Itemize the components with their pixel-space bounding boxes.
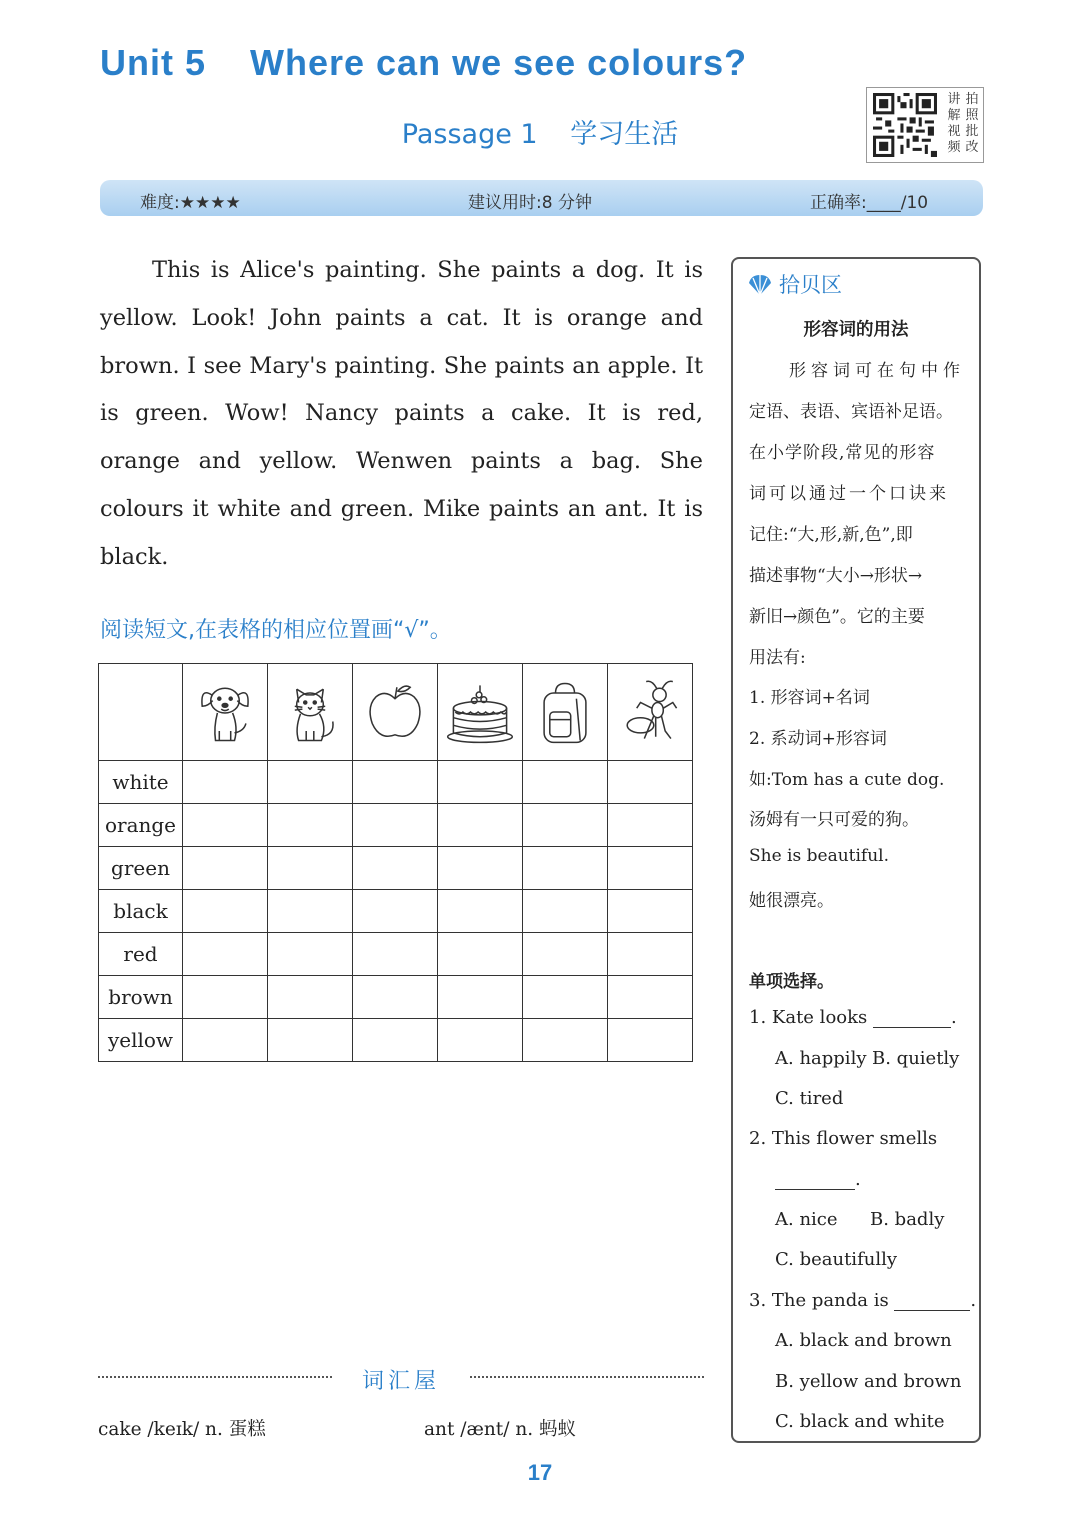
answer-cell[interactable] (183, 804, 268, 847)
answer-cell[interactable] (353, 847, 438, 890)
answer-cell[interactable] (438, 847, 523, 890)
answer-cell[interactable] (608, 761, 693, 804)
question-3: 3. The panda is . (749, 1290, 977, 1311)
qr-char: 改 (965, 140, 979, 155)
vocab-word-cake: cake /keɪk/ n. 蛋糕 (98, 1419, 266, 1440)
ant-picture-cell (608, 664, 693, 761)
vocab-word-ant: ant /ænt/ n. 蚂蚁 (424, 1419, 577, 1440)
note-line: 新旧→颜色”。它的主要 (749, 607, 925, 627)
answer-cell[interactable] (438, 804, 523, 847)
color-label: red (99, 933, 183, 976)
answer-cell[interactable] (608, 976, 693, 1019)
answer-cell[interactable] (353, 761, 438, 804)
sidebar-panel (731, 257, 981, 1443)
suggested-time: 建议用时:8 分钟 (468, 193, 592, 213)
answer-cell[interactable] (353, 804, 438, 847)
answer-cell[interactable] (523, 847, 608, 890)
answer-cell[interactable] (183, 847, 268, 890)
note-line: 形容词可在句中作 (789, 361, 965, 381)
answer-cell[interactable] (183, 1019, 268, 1062)
qr-char: 频 (947, 140, 961, 155)
sidebar-title: 形容词的用法 (803, 320, 909, 340)
divider (98, 1376, 332, 1378)
color-label: green (99, 847, 183, 890)
answer-cell[interactable] (268, 847, 353, 890)
example-sentence: 如:Tom has a cute dog. (749, 770, 945, 790)
answer-cell[interactable] (438, 761, 523, 804)
vocab-heading (98, 1364, 704, 1396)
sidebar-header-text: 拾贝区 (779, 273, 842, 297)
note-line: 1. 形容词+名词 (749, 688, 870, 708)
difficulty-rating: 难度:★★★★ (140, 193, 241, 213)
note-line: 词可以通过一个口诀来 (749, 484, 949, 504)
answer-cell[interactable] (608, 933, 693, 976)
question-1: 1. Kate looks . (749, 1007, 957, 1028)
note-line: 2. 系动词+形容词 (749, 729, 887, 749)
qr-char: 视 (947, 124, 961, 139)
q1-option-c[interactable]: C. tired (775, 1088, 844, 1109)
answer-cell[interactable] (183, 761, 268, 804)
ant-icon (612, 674, 688, 750)
qr-char: 批 (965, 124, 979, 139)
answer-cell[interactable] (268, 933, 353, 976)
qr-code-box[interactable] (866, 87, 984, 163)
picture-row (99, 664, 693, 761)
qr-char: 照 (965, 108, 979, 123)
answer-cell[interactable] (523, 933, 608, 976)
q3-option-c[interactable]: C. black and white (775, 1411, 945, 1432)
question-stem: 3. The panda is (749, 1290, 889, 1311)
table-row (99, 1019, 693, 1062)
answer-cell[interactable] (353, 1019, 438, 1062)
page-number: 17 (527, 1460, 553, 1485)
answer-cell[interactable] (268, 890, 353, 933)
note-line: 描述事物“大小→形状→ (749, 566, 923, 586)
corner-cell (99, 664, 183, 761)
info-bar (100, 180, 983, 216)
exercise-title: 单项选择。 (749, 972, 834, 992)
answer-cell[interactable] (523, 1019, 608, 1062)
q1-option-a[interactable]: A. happily (775, 1048, 867, 1069)
qr-char: 拍 (965, 92, 979, 107)
q3-option-b[interactable]: B. yellow and brown (775, 1371, 962, 1392)
answer-cell[interactable] (608, 1019, 693, 1062)
answer-cell[interactable] (268, 976, 353, 1019)
q3-option-a[interactable]: A. black and brown (775, 1330, 952, 1351)
answer-cell[interactable] (523, 761, 608, 804)
q1-option-b[interactable]: B. quietly (872, 1048, 960, 1069)
answer-table (98, 663, 693, 1062)
bag-picture-cell (523, 664, 608, 761)
answer-cell[interactable] (608, 890, 693, 933)
table-row (99, 804, 693, 847)
color-label: white (99, 761, 183, 804)
color-label: yellow (99, 1019, 183, 1062)
answer-cell[interactable] (353, 890, 438, 933)
qr-code-icon[interactable] (872, 93, 938, 157)
note-line: 记住:“大,形,新,色”,即 (749, 525, 913, 545)
cake-picture-cell (438, 664, 523, 761)
vocab-title: 词汇屋 (361, 1369, 440, 1394)
passage-topic: 学习生活 (570, 119, 679, 150)
answer-cell[interactable] (183, 890, 268, 933)
qr-char: 讲 (947, 92, 961, 107)
note-line: 用法有: (749, 648, 806, 668)
instruction: 阅读短文,在表格的相应位置画“√”。 (100, 618, 452, 643)
q2-option-a[interactable]: A. nice (775, 1209, 838, 1230)
answer-cell[interactable] (523, 976, 608, 1019)
shell-icon (747, 273, 773, 297)
apple-picture-cell (353, 664, 438, 761)
unit-title: Unit 5 Where can we see colours? (100, 42, 748, 83)
question-2-blank: . (775, 1169, 861, 1190)
note-line: 定语、表语、宾语补足语。 (749, 402, 953, 422)
answer-cell[interactable] (608, 847, 693, 890)
answer-cell[interactable] (438, 976, 523, 1019)
answer-cell[interactable] (523, 890, 608, 933)
table-row (99, 933, 693, 976)
dog-icon (187, 674, 263, 750)
answer-cell[interactable] (438, 933, 523, 976)
table-row (99, 890, 693, 933)
answer-cell[interactable] (183, 976, 268, 1019)
q2-option-c[interactable]: C. beautifully (775, 1249, 898, 1270)
answer-cell[interactable] (438, 1019, 523, 1062)
dog-picture-cell (183, 664, 268, 761)
example-translation: 汤姆有一只可爱的狗。 (749, 810, 919, 830)
answer-blank[interactable] (873, 1027, 951, 1028)
answer-blank[interactable] (894, 1310, 970, 1311)
cake-icon (442, 674, 518, 750)
answer-cell[interactable] (438, 890, 523, 933)
accuracy-field[interactable]: 正确率:____/10 (810, 193, 929, 213)
color-label: orange (99, 804, 183, 847)
table-row (99, 761, 693, 804)
apple-icon (357, 674, 433, 750)
passage-text: This is Alice's painting. She paints a dog. It is yellow. Look! John paints a cat. It is orange and brown. I see Mary's painting. She paints an apple. It is green. Wow! Nancy paints a cake. It is red, orange and yellow. Wenwen paints a bag. She colours it white and green. Mike paints an ant. It is black. (100, 257, 703, 570)
example-sentence: She is beautiful. (749, 846, 890, 866)
answer-cell[interactable] (268, 1019, 353, 1062)
qr-caption (945, 92, 981, 156)
answer-cell[interactable] (268, 804, 353, 847)
answer-cell[interactable] (353, 976, 438, 1019)
table-row (99, 976, 693, 1019)
bag-icon (527, 674, 603, 750)
color-label: brown (99, 976, 183, 1019)
q2-option-b[interactable]: B. badly (870, 1209, 945, 1230)
answer-cell[interactable] (183, 933, 268, 976)
passage-label: Passage 1 (401, 119, 538, 150)
color-label: black (99, 890, 183, 933)
reading-passage (100, 247, 703, 582)
cat-picture-cell (268, 664, 353, 761)
table-row (99, 847, 693, 890)
example-translation: 她很漂亮。 (749, 891, 834, 911)
question-stem: 1. Kate looks (749, 1007, 868, 1028)
question-stem: 2. This flower smells (749, 1128, 938, 1149)
answer-cell[interactable] (353, 933, 438, 976)
answer-cell[interactable] (268, 761, 353, 804)
answer-cell[interactable] (608, 804, 693, 847)
divider (470, 1376, 704, 1378)
note-line: 在小学阶段,常见的形容 (749, 443, 936, 463)
qr-char: 解 (947, 108, 961, 123)
answer-cell[interactable] (523, 804, 608, 847)
sidebar-header (747, 269, 842, 299)
answer-blank[interactable] (775, 1189, 855, 1190)
cat-icon (272, 674, 348, 750)
